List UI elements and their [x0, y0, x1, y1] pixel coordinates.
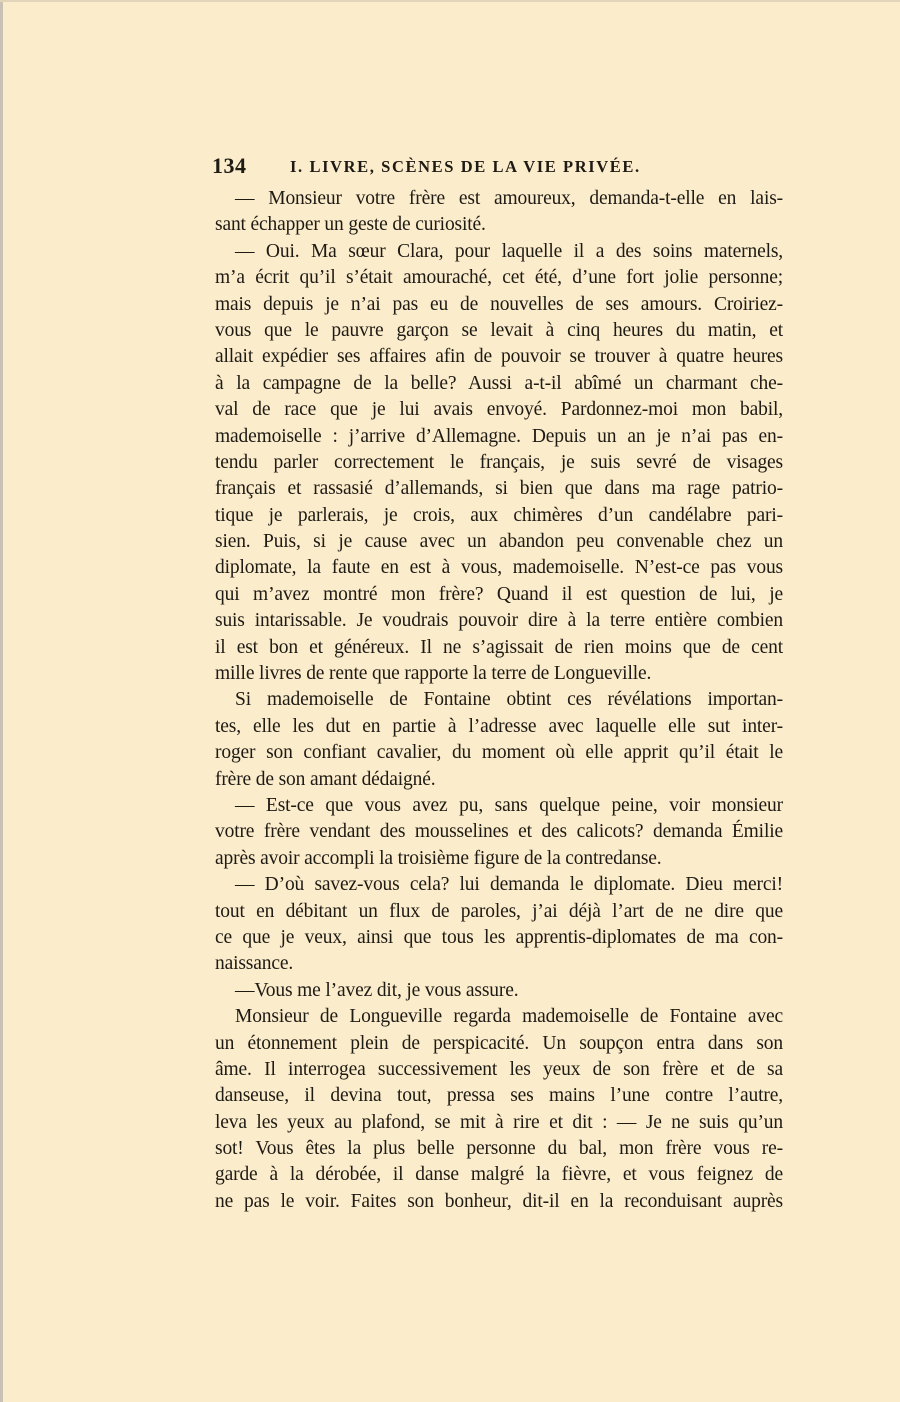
text-line: — Oui. Ma sœur Clara, pour laquelle il a des soins maternels,: [235, 240, 783, 262]
text-line: ne pas le voir. Faites son bonheur, dit-il en la reconduisant auprès: [215, 1190, 783, 1212]
text-line: mademoiselle : j’arrive d’Allemagne. Depuis un an je n’ai pas en-: [215, 425, 783, 447]
text-line: suis intarissable. Je voudrais pouvoir dire à la terre entière combien: [215, 610, 783, 632]
text-line: sant échapper un geste de curiosité.: [215, 214, 486, 236]
text-line: danseuse, il devina tout, pressa ses mains l’une contre l’autre,: [215, 1085, 783, 1107]
text-line: après avoir accompli la troisième figure de la contredanse.: [215, 847, 662, 869]
text-line: vous que le pauvre garçon se levait à cinq heures du matin, et: [215, 319, 783, 341]
text-line: Si mademoiselle de Fontaine obtint ces révélations importan-: [235, 689, 783, 711]
text-line: mille livres de rente que rapporte la terre de Longueville.: [215, 663, 652, 685]
text-line: français et rassasié d’allemands, si bien que dans ma rage patrio-: [215, 478, 783, 500]
text-line: mais depuis je n’ai pas eu de nouvelles de ses amours. Croiriez-: [215, 293, 783, 315]
text-line: tes, elle les dut en partie à l’adresse avec laquelle elle sut inter-: [215, 715, 783, 737]
text-line: — Monsieur votre frère est amoureux, demanda-t-elle en lais-: [235, 188, 783, 209]
text-line: m’a écrit qu’il s’était amouraché, cet été, d’une fort jolie personne;: [215, 267, 783, 289]
text-line: âme. Il interrogea successivement les yeux de son frère et de sa: [215, 1058, 783, 1080]
text-line: —Vous me l’avez dit, je vous assure.: [235, 979, 519, 1001]
text-line: val de race que je lui avais envoyé. Pardonnez-moi mon babil,: [215, 399, 783, 421]
text-line: sot! Vous êtes la plus belle personne du bal, mon frère vous re-: [215, 1138, 783, 1160]
text-line: diplomate, la faute en est à vous, mademoiselle. N’est-ce pas vous: [215, 557, 783, 579]
text-line: allait expédier ses affaires afin de pouvoir se trouver à quatre heures: [215, 346, 783, 368]
page-edge: [0, 0, 3, 1402]
text-line: qui m’avez montré mon frère? Quand il est question de lui, je: [215, 583, 783, 605]
text-line: Monsieur de Longueville regarda mademoiselle de Fontaine avec: [235, 1006, 783, 1028]
running-head-title: I. LIVRE, SCÈNES DE LA VIE PRIVÉE.: [290, 157, 641, 176]
text-line: il est bon et généreux. Il ne s’agissait de rien moins que de cent: [215, 636, 783, 658]
text-line: un étonnement plein de perspicacité. Un soupçon entra dans son: [215, 1032, 783, 1054]
text-line: sien. Puis, si je cause avec un abandon peu convenable chez un: [215, 531, 783, 553]
text-line: ce que je veux, ainsi que tous les apprentis-diplomates de ma con-: [215, 926, 783, 948]
text-line: roger son confiant cavalier, du moment où elle apprit qu’il était le: [215, 742, 783, 764]
page-number: 134: [212, 153, 247, 178]
running-head: [212, 153, 784, 181]
text-line: votre frère vendant des mousselines et des calicots? demanda Émilie: [215, 821, 783, 843]
text-line: garde à la dérobée, il danse malgré la fièvre, et vous feignez de: [215, 1164, 783, 1186]
text-line: à la campagne de la belle? Aussi a-t-il abîmé un charmant che-: [215, 372, 783, 394]
page-edge-top: [0, 0, 900, 2]
text-line: tique je parlerais, je crois, aux chimères d’un candélabre pari-: [215, 504, 783, 526]
text-line: tout en débitant un flux de paroles, j’ai déjà l’art de ne dire que: [215, 900, 783, 922]
text-line: frère de son amant dédaigné.: [215, 768, 436, 790]
text-line: — Est-ce que vous avez pu, sans quelque peine, voir monsieur: [235, 794, 783, 816]
text-line: tendu parler correctement le français, je suis sevré de visages: [215, 451, 783, 473]
text-line: — D’où savez-vous cela? lui demanda le diplomate. Dieu merci!: [235, 874, 783, 896]
text-line: naissance.: [215, 953, 294, 975]
text-line: leva les yeux au plafond, se mit à rire et dit : — Je ne suis qu’un: [215, 1111, 783, 1133]
body-text: [215, 186, 783, 1215]
